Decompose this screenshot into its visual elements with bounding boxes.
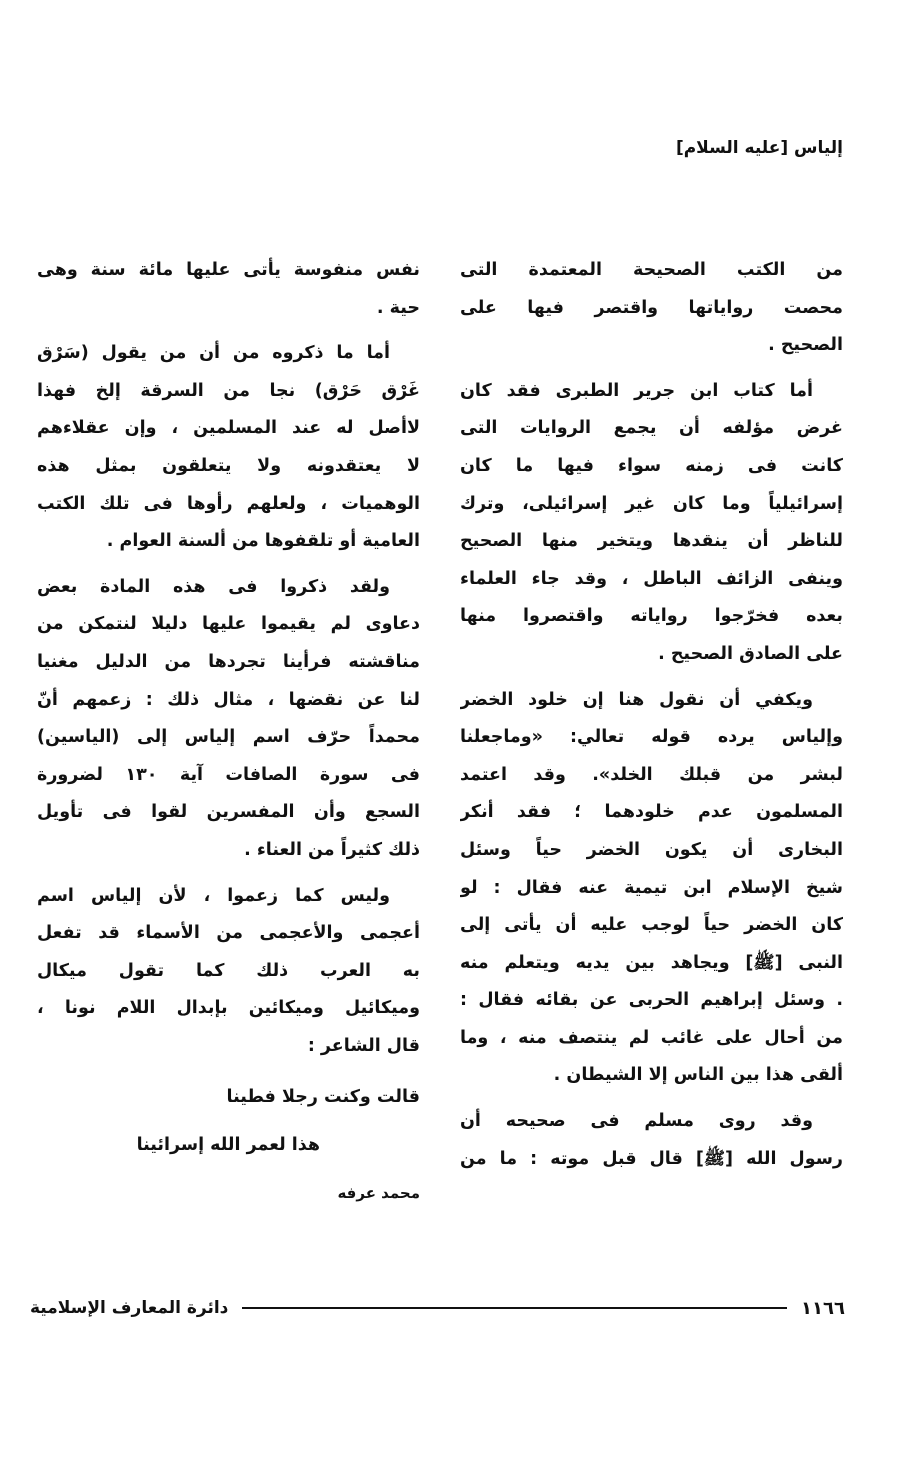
- text-line: لنا عن نقضها ، مثال ذلك : زعمهم أنّ: [37, 689, 420, 710]
- text-line: أعجمى والأعجمى من الأسماء قد تفعل: [37, 923, 420, 944]
- paragraph: [37, 878, 420, 1066]
- paragraph: [37, 569, 420, 870]
- text-line: كان الخضر حياً لوجب عليه أن يأتى إلى: [460, 915, 843, 936]
- text-line: محمداً حرّف اسم إلياس إلى (الياسين): [37, 727, 420, 748]
- text-line: ذلك كثيراً من العناء .: [244, 839, 420, 860]
- text-line: من أحال على غائب لم ينتصف منه ، وما: [460, 1027, 843, 1048]
- text-line: أما كتاب ابن جرير الطبرى فقد كان: [460, 380, 813, 401]
- text-line: مناقشته فرأينا تجردها من الدليل مغنيا: [37, 651, 420, 672]
- paragraph: [460, 682, 843, 1096]
- text-line: . وسئل إبراهيم الحربى عن بقائه فقال :: [460, 990, 843, 1011]
- text-line: وإلياس يرده قوله تعالي: «وماجعلنا: [460, 727, 843, 748]
- text-line: به العرب ذلك كما تقول ميكال: [37, 960, 420, 981]
- text-line: وينفى الزائف الباطل ، وقد جاء العلماء: [460, 568, 843, 589]
- paragraph: [37, 335, 420, 561]
- text-line: كانت فى زمنه سواء فيها ما كان: [460, 455, 843, 476]
- text-line: النبى [ﷺ] ويجاهد بين يديه ويتعلم منه: [460, 952, 843, 973]
- page-number: ١١٦٦: [801, 1297, 845, 1319]
- text-line: من الكتب الصحيحة المعتمدة التى: [460, 260, 843, 280]
- text-line: السجع وأن المفسرين لقوا فى تأويل: [37, 802, 420, 823]
- running-header: إلياس [عليه السلام]: [675, 138, 843, 158]
- text-line: نفس منفوسة يأتى عليها مائة سنة وهى: [37, 260, 420, 280]
- text-line: محصت رواياتها واقتصر فيها على: [460, 297, 843, 318]
- text-line: بعده فخرّجوا رواياته واقتصروا منها: [460, 606, 843, 627]
- footer-rule: [242, 1307, 787, 1309]
- text-line: أما ما ذكروه من أن من يقول (سَرْق: [37, 343, 390, 364]
- text-line: البخارى أن يكون الخضر حياً وسئل: [460, 839, 843, 860]
- text-line: شيخ الإسلام ابن تيمية عنه فقال : لو: [460, 877, 843, 898]
- text-line: للناظر أن ينقدها ويتخير منها الصحيح: [460, 531, 843, 552]
- text-line: وليس كما زعموا ، لأن إلياس اسم: [37, 885, 390, 906]
- text-line: وميكائيل وميكائين بإبدال اللام نونا ،: [37, 998, 420, 1019]
- left-column: [37, 252, 420, 1217]
- text-line: إسرائيلياً وما كان غير إسرائيلى، وترك: [460, 493, 843, 514]
- poem-line: قالت وكنت رجلا فطينا: [226, 1087, 420, 1108]
- text-line: وقد روى مسلم فى صحيحه أن: [460, 1111, 813, 1132]
- text-line: لا يعتقدونه ولا يتعلقون بمثل هذه: [37, 455, 420, 476]
- poem-line: هذا لعمر الله إسرائينا: [136, 1135, 320, 1156]
- text-line: قال الشاعر :: [307, 1035, 420, 1056]
- author-signature: محمد عرفه: [337, 1184, 420, 1203]
- paragraph: [460, 373, 843, 674]
- text-line: غرض مؤلفه أن يجمع الروايات التى: [460, 418, 843, 439]
- right-column: [460, 252, 843, 1186]
- text-line: دعاوى لم يقيموا عليها دليلا لنتمكن من: [37, 614, 420, 635]
- page-footer: [30, 1293, 845, 1323]
- text-line: الوهميات ، ولعلهم رأوها فى تلك الكتب: [37, 493, 420, 514]
- text-line: حية .: [376, 297, 420, 318]
- text-line: غَرْق حَرْق) نجا من السرقة إلخ فهذا: [37, 380, 420, 401]
- text-line: على الصادق الصحيح .: [658, 643, 843, 664]
- poem-verse: [37, 1073, 420, 1169]
- text-line: ولقد ذكروا فى هذه المادة بعض: [37, 576, 390, 597]
- text-line: لاأصل له عند المسلمين ، وإن عقلاءهم: [37, 418, 420, 439]
- text-line: لبشر من قبلك الخلد». وقد اعتمد: [460, 764, 843, 785]
- paragraph: [37, 252, 420, 327]
- text-line: رسول الله [ﷺ] قال قبل موته : ما من: [460, 1148, 843, 1169]
- text-line: المسلمون عدم خلودهما ؛ فقد أنكر: [460, 802, 843, 823]
- text-line: الصحيح .: [768, 335, 843, 356]
- text-line: ألقى هذا بين الناس إلا الشيطان .: [553, 1065, 843, 1086]
- text-line: فى سورة الصافات آية ١٣٠ لضرورة: [37, 764, 420, 785]
- paragraph: [460, 1103, 843, 1178]
- text-line: ويكفي أن نقول هنا إن خلود الخضر: [460, 689, 813, 710]
- text-line: العامية أو تلقفوها من ألسنة العوام .: [106, 531, 420, 552]
- publication-title: دائرة المعارف الإسلامية: [30, 1298, 229, 1318]
- paragraph: [460, 252, 843, 365]
